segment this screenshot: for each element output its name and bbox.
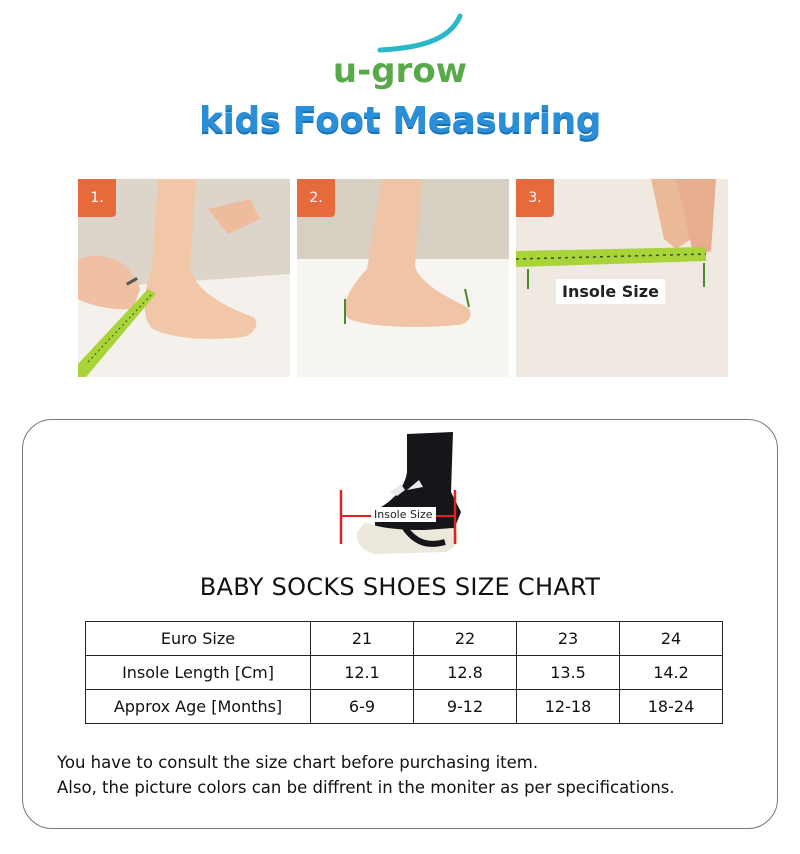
table-cell: 12.1: [311, 656, 414, 690]
table-cell: 22: [414, 622, 517, 656]
table-cell: 14.2: [620, 656, 723, 690]
step-badge: 3.: [516, 179, 554, 217]
row-label: Euro Size: [86, 622, 311, 656]
measuring-steps: [78, 179, 728, 379]
size-chart-title: BABY SOCKS SHOES SIZE CHART: [199, 573, 601, 601]
note-line-1: You have to consult the size chart before purchasing item.: [57, 753, 539, 772]
table-cell: 12.8: [414, 656, 517, 690]
table-cell: 6-9: [311, 690, 414, 724]
row-label: Approx Age [Months]: [86, 690, 311, 724]
table-cell: 12-18: [517, 690, 620, 724]
insole-size-caption: Insole Size: [371, 507, 436, 522]
row-label: Insole Length [Cm]: [86, 656, 311, 690]
table-row: [86, 622, 723, 656]
step-2-photo: [297, 179, 509, 377]
brand-logo: [0, 10, 800, 95]
step-badge: 2.: [297, 179, 335, 217]
disclaimer-note: [57, 750, 757, 800]
note-line-2: Also, the picture colors can be diffrent in the moniter as per specifications.: [57, 778, 675, 797]
step-badge: 1.: [78, 179, 116, 217]
table-cell: 9-12: [414, 690, 517, 724]
step-3-photo: [516, 179, 728, 377]
logo-text: u-grow: [332, 51, 468, 91]
table-cell: 21: [311, 622, 414, 656]
table-cell: 24: [620, 622, 723, 656]
size-table: [85, 621, 723, 724]
table-cell: 23: [517, 622, 620, 656]
table-cell: 18-24: [620, 690, 723, 724]
size-chart-card: [22, 419, 778, 829]
table-row: [86, 656, 723, 690]
page-headline: kids Foot Measuring: [199, 100, 601, 141]
sock-shoe-image: [335, 432, 465, 557]
insole-size-label: Insole Size: [556, 279, 665, 304]
table-cell: 13.5: [517, 656, 620, 690]
table-row: [86, 690, 723, 724]
step-1-photo: [78, 179, 290, 377]
u-grow-logo-mark: [310, 10, 490, 95]
